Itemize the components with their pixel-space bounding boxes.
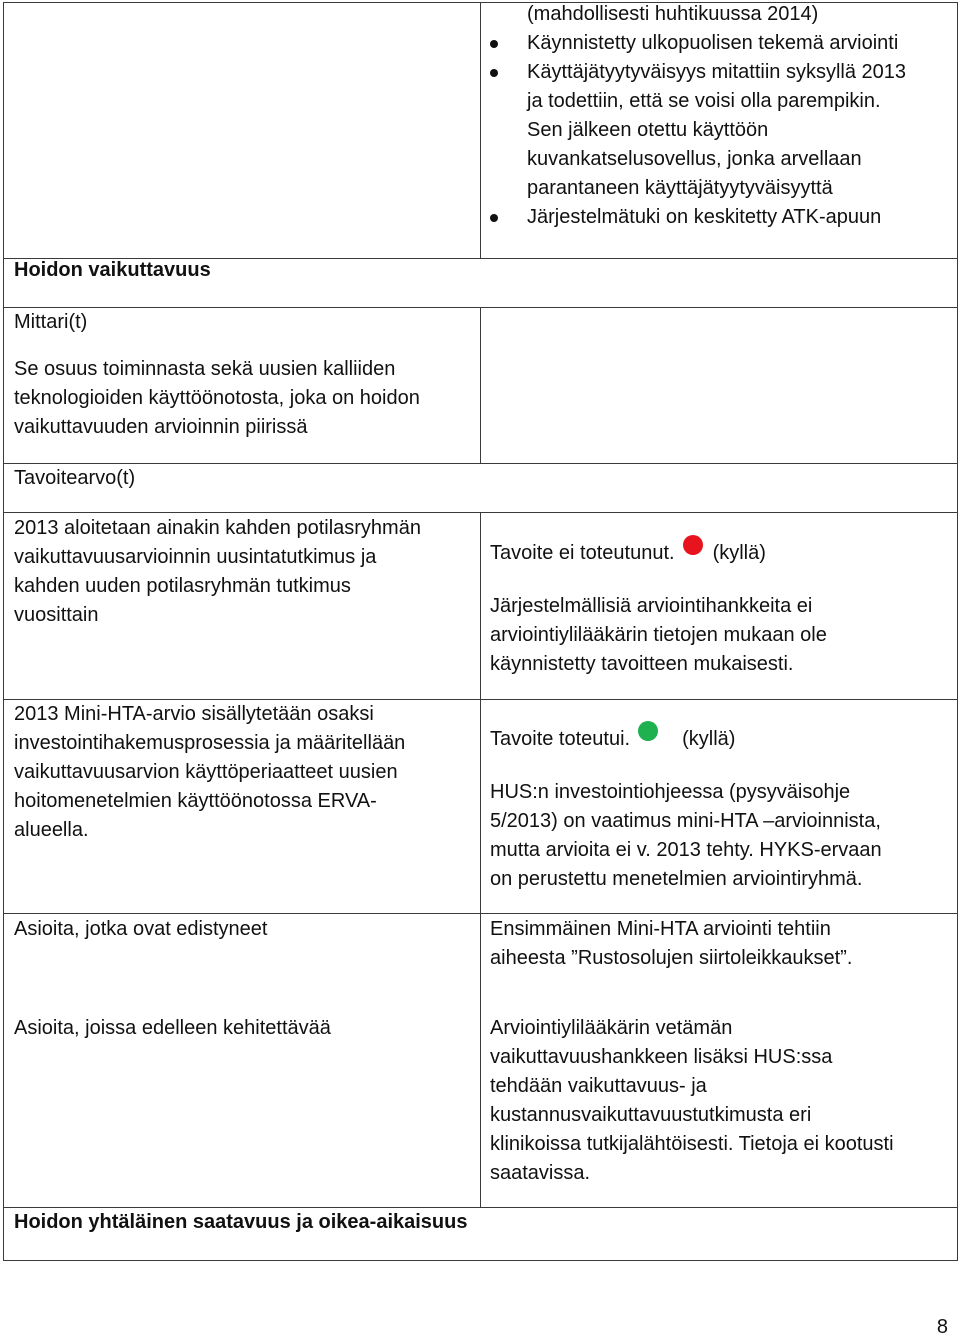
bullet-icon [490, 69, 498, 77]
list-item [527, 29, 906, 58]
green-status-dot-icon [638, 721, 658, 741]
tavoitearvo-label: Tavoitearvo(t) [14, 467, 136, 489]
section-title: Hoidon vaikuttavuus [14, 259, 211, 281]
list-item [527, 58, 906, 203]
progress-label: Asioita, jotka ovat edistyneet [14, 918, 268, 940]
column-divider-bottom [480, 512, 481, 1207]
goal2-flag: (kyllä) [682, 728, 736, 750]
bullet-icon [490, 40, 498, 48]
develop-text: Arviointiylilääkärin vetämän vaikuttavuushankkeen lisäksi HUS:ssa tehdään vaikuttavuus- ja kustannusvaikuttavuustutkimusta eri klinikoissa tutkijalähtöisesti. Tietoja ei kootusti saatavissa. [490, 1017, 894, 1184]
progress-text: Ensimmäinen Mini-HTA arviointi tehtiin aiheesta ”Rustosolujen siirtoleikkaukset”. [490, 918, 853, 969]
goal1-status: Tavoite ei toteutunut. [490, 542, 675, 564]
develop-label: Asioita, joissa edelleen kehitettävää [14, 1017, 331, 1039]
goal2-status-line [490, 721, 735, 754]
mittari-label: Mittari(t) [14, 311, 88, 333]
column-divider-top [480, 2, 481, 258]
bullet-icon [490, 214, 498, 222]
top-right-intro: (mahdollisesti huhtikuussa 2014) [527, 3, 819, 25]
mittari-text: Se osuus toiminnasta sekä uusien kalliiden teknologioiden käyttöönotosta, joka on hoidon vaikuttavuuden arvioinnin piirissä [14, 358, 420, 438]
row-rule [3, 512, 958, 513]
red-status-dot-icon [683, 535, 703, 555]
goal1-detail: Järjestelmällisiä arviointihankkeita ei arviointiylilääkärin tietojen mukaan ole käynnistetty tavoitteen mukaisesti. [490, 595, 827, 675]
bullet-text: Järjestelmätuki on keskitetty ATK-apuun [527, 206, 882, 228]
goal2-text: 2013 Mini-HTA-arvio sisällytetään osaksi investointihakemusprosessia ja määritellään vaikuttavuusarvion käyttöperiaatteet uusien hoitomenetelmien käyttöönotossa ERVA- alueella. [14, 703, 406, 841]
goal2-detail: HUS:n investointiohjeessa (pysyväisohje 5/2013) on vaatimus mini-HTA –arvioinnista, mutta arvioita ei v. 2013 tehty. HYKS-ervaan on perustettu menetelmien arviointiryhmä. [490, 781, 882, 890]
goal2-status: Tavoite toteutui. [490, 728, 631, 750]
bullet-text: Käyttäjätyytyväisyys mitattiin syksyllä 2013 ja todettiin, että se voisi olla parempikin. Sen jälkeen otettu käyttöön kuvankatselusovellus, jonka arvellaan parantaneen käyttäjätyytyväisyyttä [527, 61, 907, 199]
goal1-status-line [490, 535, 766, 568]
goal1-text: 2013 aloitetaan ainakin kahden potilasryhmän vaikuttavuusarvioinnin uusintatutkimus ja kahden uuden potilasryhmän tutkimus vuosittain [14, 517, 421, 626]
row-rule [3, 913, 958, 914]
row-rule [3, 307, 958, 308]
next-section-title: Hoidon yhtäläinen saatavuus ja oikea-aikaisuus [14, 1211, 468, 1233]
column-divider-mid [480, 307, 481, 463]
top-right-bullet-list [527, 29, 906, 232]
row-rule [3, 463, 958, 464]
bullet-text: Käynnistetty ulkopuolisen tekemä arviointi [527, 32, 899, 54]
list-item [527, 203, 906, 232]
goal1-flag: (kyllä) [712, 542, 766, 564]
page-number: 8 [936, 1316, 948, 1338]
